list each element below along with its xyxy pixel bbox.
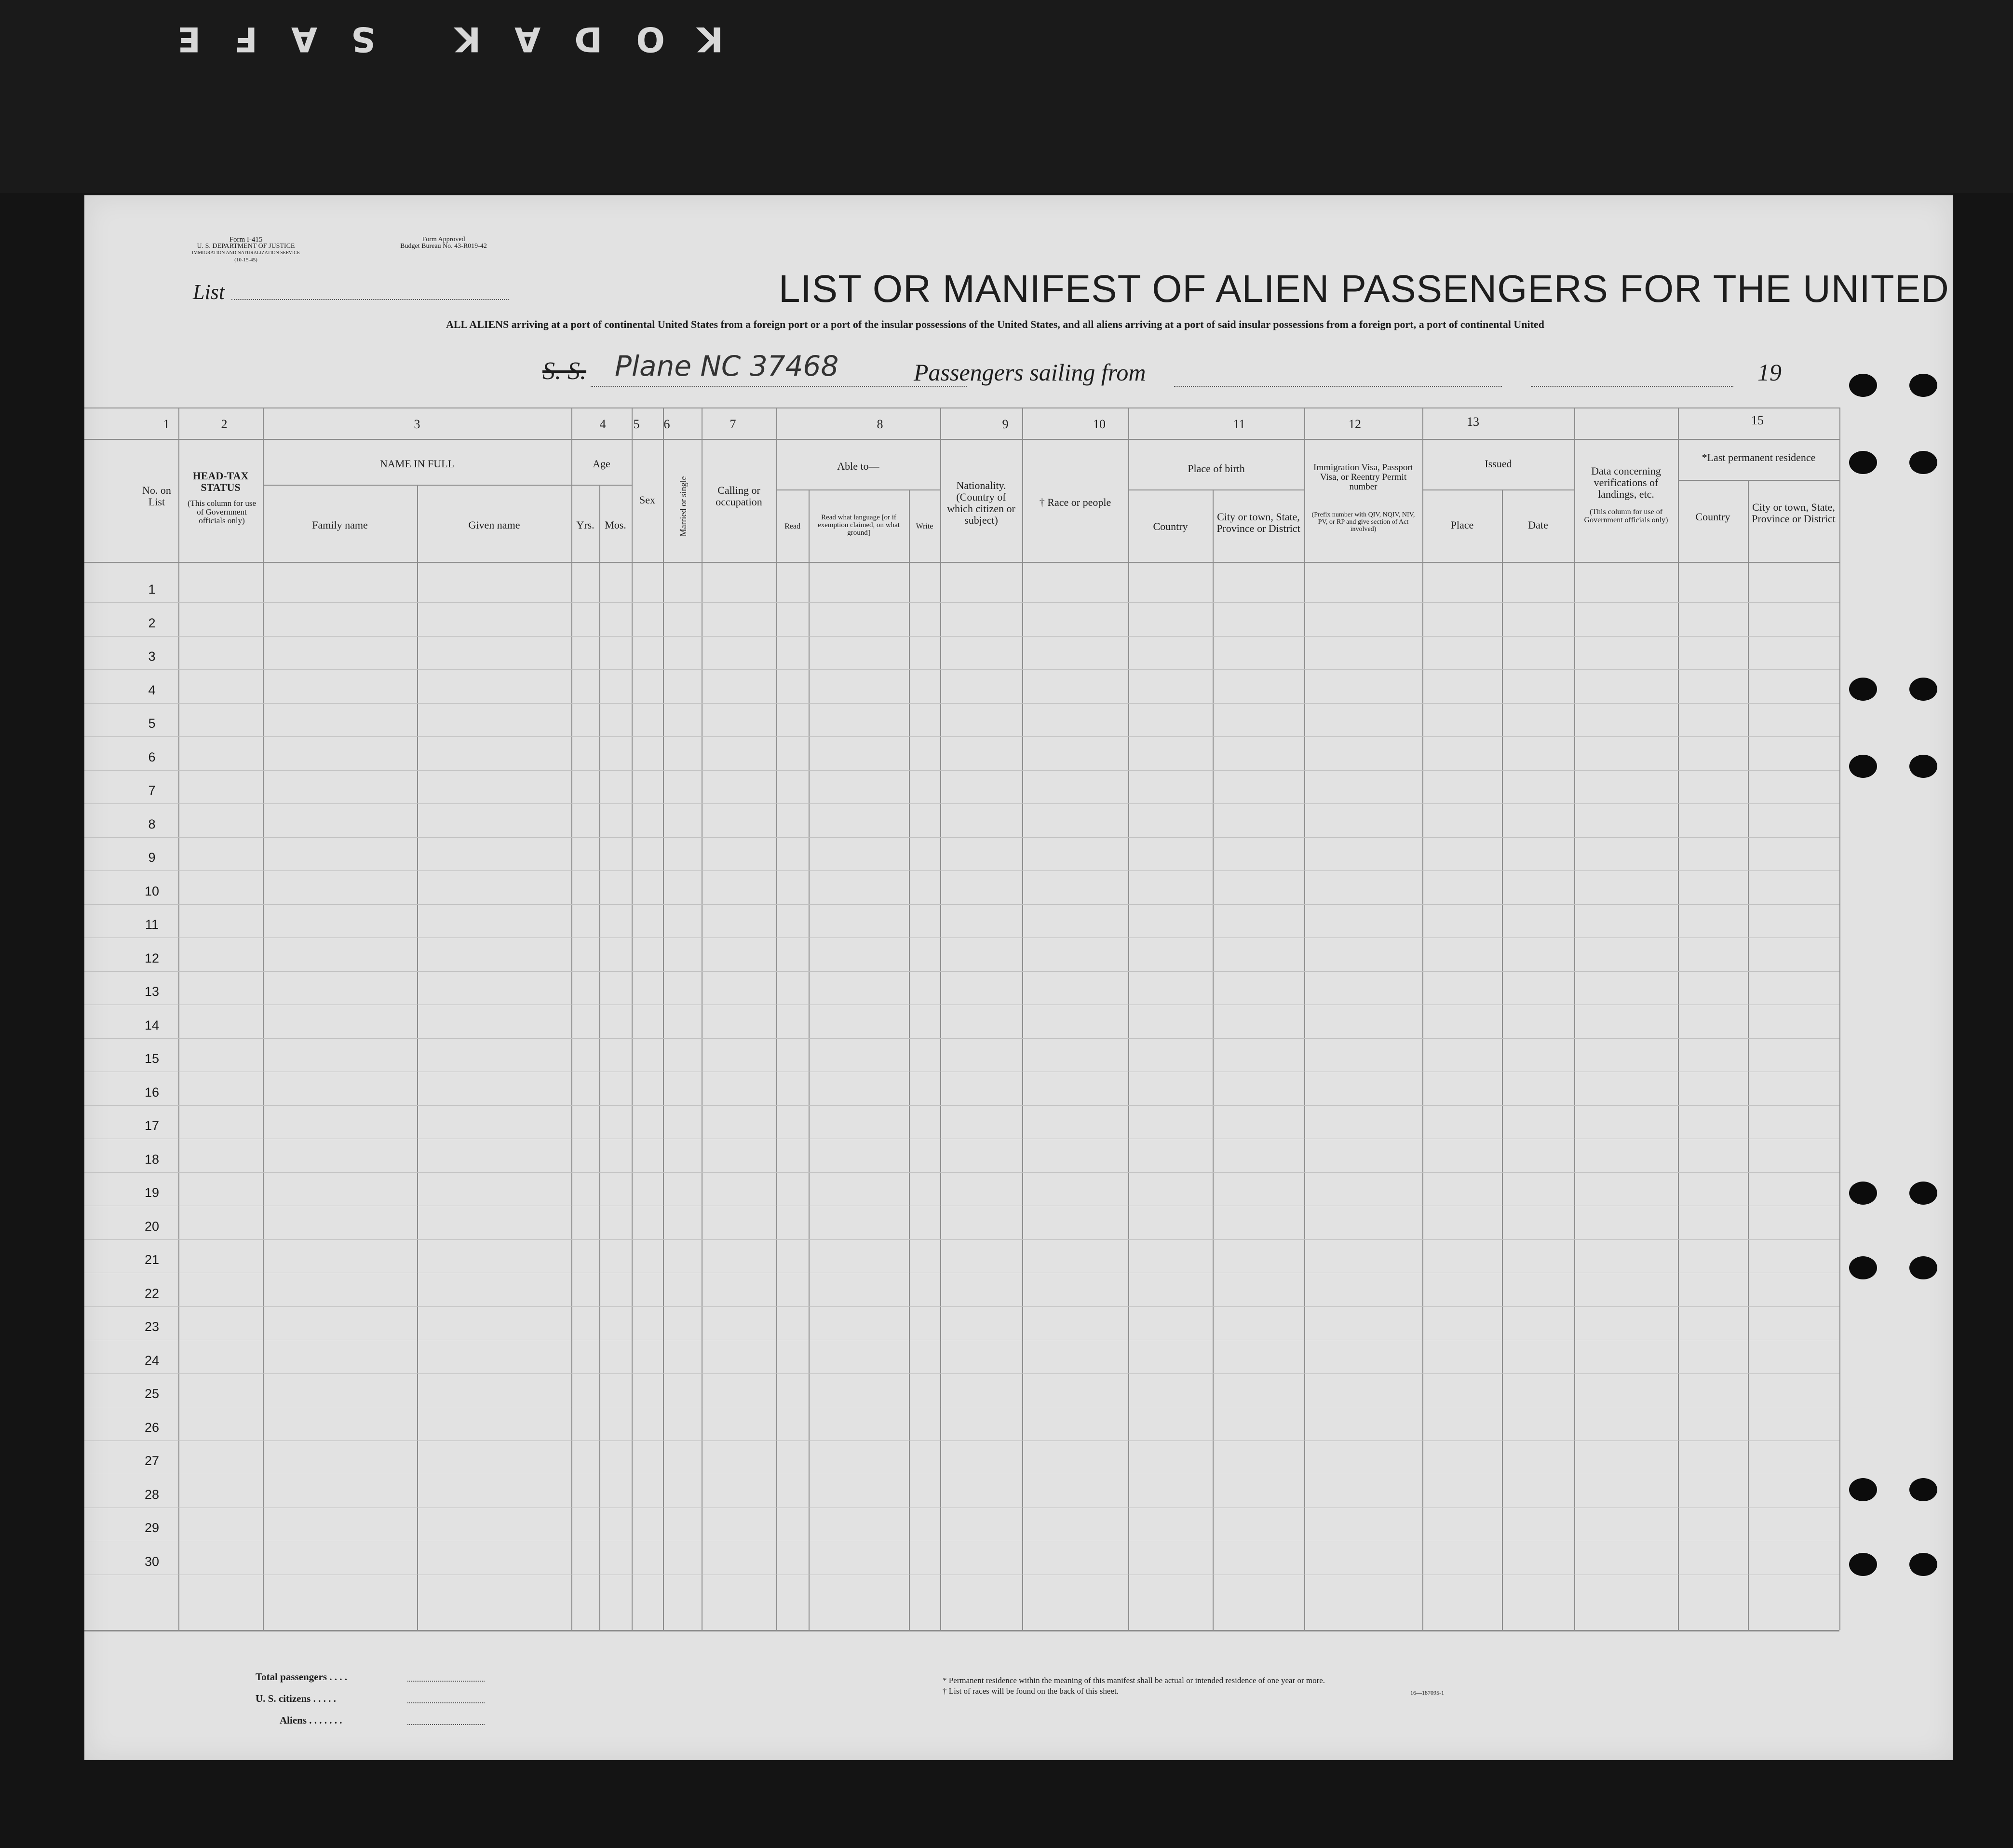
row-number: 25 [144, 1386, 160, 1401]
header-country: Country [1153, 520, 1188, 532]
col-divider [571, 408, 572, 1630]
table-header-border [84, 439, 1839, 440]
col-num: 10 [1093, 417, 1106, 431]
col-divider [1022, 408, 1023, 1630]
table-body-border [84, 562, 1839, 563]
header-read: Read [784, 522, 800, 530]
table-row[interactable] [84, 870, 1839, 871]
row-number: 2 [148, 615, 156, 630]
header-given-name: Given name [468, 519, 520, 531]
row-number: 19 [144, 1185, 160, 1200]
col-divider [940, 408, 941, 1630]
form-approval [374, 236, 513, 250]
aliens-label: Aliens . . . . . . . [280, 1714, 342, 1726]
row-number: 8 [148, 816, 156, 831]
col-divider [1574, 408, 1575, 1630]
row-number: 23 [144, 1319, 160, 1334]
punch-hole [1849, 1256, 1877, 1279]
header-married: Married or single [678, 476, 688, 537]
col-divider [1213, 489, 1214, 1630]
row-number: 24 [144, 1353, 160, 1368]
col-divider [1839, 408, 1840, 1630]
row-number: 30 [144, 1554, 160, 1569]
header-data-concerning: Data concerning verifications of landings, etc. [1591, 465, 1661, 500]
col-num: 15 [1751, 413, 1764, 427]
table-row[interactable] [84, 669, 1839, 670]
form-service: IMMIGRATION AND NATURALIZATION SERVICE [192, 250, 300, 256]
ss-label: S. S. [542, 357, 586, 385]
list-field[interactable] [231, 299, 509, 300]
row-number: 1 [148, 582, 156, 597]
footnote-races: † List of races will be found on the back of this sheet. [943, 1686, 1119, 1696]
header-city: City or town, State, Province or District [1216, 511, 1300, 534]
punch-hole [1909, 451, 1937, 474]
col-num: 6 [663, 417, 670, 431]
table-row[interactable] [84, 703, 1839, 704]
header-res-country: Country [1695, 511, 1730, 523]
table-row[interactable] [84, 736, 1839, 737]
col-divider [1304, 408, 1305, 1630]
punch-hole [1849, 1182, 1877, 1205]
col-divider [1422, 408, 1423, 1630]
table-row[interactable] [84, 636, 1839, 637]
punch-hole [1909, 1478, 1937, 1501]
col-divider [663, 408, 664, 1630]
page-title: LIST OR MANIFEST OF ALIEN PASSENGERS FOR THE UNITED [779, 267, 1949, 310]
header-calling: Calling or occupation [716, 484, 762, 508]
header-no-on-list: No. on List [142, 484, 171, 508]
table-bottom-border [84, 1630, 1839, 1631]
punch-hole [1849, 755, 1877, 778]
row-number: 29 [144, 1521, 160, 1535]
table-row[interactable] [84, 1440, 1839, 1441]
punch-hole [1849, 678, 1877, 701]
row-number: 21 [144, 1252, 160, 1267]
row-number: 11 [145, 917, 159, 932]
form-info [183, 236, 309, 263]
header-res-city: City or town, State, Province or District [1752, 501, 1836, 525]
header-visa-note: (Prefix number with QIV, NQIV, NIV, PV, or RP and give section of Act involved) [1311, 511, 1415, 533]
aliens-field[interactable] [407, 1724, 485, 1725]
year-prefix: 19 [1757, 359, 1782, 386]
row-number: 12 [144, 951, 160, 965]
total-passengers-field[interactable] [407, 1681, 485, 1682]
row-number: 7 [148, 783, 156, 798]
table-row[interactable] [84, 1373, 1839, 1374]
header-race: † Race or people [1039, 496, 1111, 508]
table-row[interactable] [84, 971, 1839, 972]
col-divider [809, 489, 810, 1630]
list-label: List [193, 280, 225, 304]
header-sex: Sex [639, 494, 655, 506]
form-approved: Form Approved [422, 236, 465, 243]
us-citizens-field[interactable] [407, 1702, 485, 1703]
ss-handwritten: Plane NC 37468 [615, 350, 839, 382]
manifest-page [84, 195, 1953, 1760]
row-number: 13 [144, 984, 160, 999]
col-divider [909, 489, 910, 1630]
punch-hole [1909, 374, 1937, 397]
header-yrs: Yrs. [576, 519, 594, 531]
header-read-language: Read what language [or if exemption claimed, on what ground] [818, 514, 900, 537]
subheader-line [1678, 480, 1839, 481]
col-num: 5 [633, 417, 640, 431]
sailing-field[interactable] [1174, 386, 1502, 387]
row-number: 9 [148, 850, 156, 865]
punch-hole [1909, 1553, 1937, 1576]
header-place-of-birth: Place of birth [1188, 462, 1245, 475]
punch-hole [1849, 1478, 1877, 1501]
punch-hole [1909, 1256, 1937, 1279]
row-number: 17 [144, 1118, 160, 1133]
col-divider [702, 408, 703, 1630]
film-edge-text: KODAK SAFE [144, 19, 723, 59]
sailing-label: Passengers sailing from [914, 359, 1146, 386]
header-last-residence: *Last permanent residence [1702, 451, 1816, 463]
col-num: 13 [1467, 415, 1479, 429]
footnote-residence: * Permanent residence within the meaning of this manifest shall be actual or intended residence of one year or more. [943, 1676, 1325, 1685]
row-number: 18 [144, 1152, 160, 1167]
header-name-in-full: NAME IN FULL [380, 458, 454, 470]
form-date: (10-15-45) [234, 257, 257, 263]
table-row[interactable] [84, 1038, 1839, 1039]
header-visa: Immigration Visa, Passport Visa, or Reentry Permit number [1313, 462, 1413, 492]
punch-hole [1909, 1182, 1937, 1205]
row-number: 27 [144, 1454, 160, 1468]
header-date: Date [1528, 519, 1548, 531]
col-num: 1 [163, 417, 170, 431]
subheader-line [1128, 489, 1304, 490]
header-able-to: Able to— [837, 460, 879, 472]
col-divider [599, 485, 600, 1630]
col-num: 12 [1349, 417, 1361, 431]
col-divider [417, 485, 418, 1630]
col-divider [1128, 408, 1129, 1630]
row-number: 16 [144, 1085, 160, 1100]
row-number: 4 [148, 682, 156, 697]
header-place: Place [1450, 519, 1474, 531]
subheader-line [263, 485, 571, 486]
col-divider [632, 408, 633, 1630]
row-number: 6 [148, 749, 156, 764]
header-head-tax: HEAD-TAX STATUS [192, 470, 249, 493]
film-edge [0, 0, 2013, 193]
header-family-name: Family name [312, 519, 368, 531]
punch-hole [1849, 1553, 1877, 1576]
col-num: 2 [221, 417, 228, 431]
subheader-line [776, 489, 940, 490]
punch-hole [1849, 374, 1877, 397]
row-number: 15 [144, 1051, 160, 1066]
col-num: 3 [414, 417, 420, 431]
table-row[interactable] [84, 904, 1839, 905]
budget-number: Budget Bureau No. 43-R019-42 [400, 243, 487, 250]
row-number: 3 [148, 649, 156, 664]
header-mos: Mos. [605, 519, 626, 531]
row-number: 14 [144, 1018, 160, 1033]
ss-field[interactable] [591, 386, 967, 387]
punch-hole [1909, 678, 1937, 701]
row-number: 10 [144, 883, 160, 898]
col-num: 4 [599, 417, 606, 431]
table-row[interactable] [84, 1105, 1839, 1106]
form-number: Form I-415 [229, 236, 263, 244]
row-number: 20 [144, 1219, 160, 1234]
col-divider [1748, 480, 1749, 1630]
table-row[interactable] [84, 1306, 1839, 1307]
table-row[interactable] [84, 837, 1839, 838]
form-dept: U. S. DEPARTMENT OF JUSTICE [197, 243, 295, 250]
row-number: 5 [148, 716, 156, 731]
punch-hole [1909, 755, 1937, 778]
header-head-tax-note: (This column for use of Government officials only) [187, 499, 257, 525]
row-number: 26 [144, 1420, 160, 1435]
table-row[interactable] [84, 1239, 1839, 1240]
date-field[interactable] [1531, 386, 1733, 387]
table-row[interactable] [84, 803, 1839, 804]
col-num: 7 [730, 417, 736, 431]
total-passengers-label: Total passengers . . . . [256, 1671, 347, 1683]
col-num: 8 [877, 417, 883, 431]
table-row[interactable] [84, 770, 1839, 771]
page-subtitle: ALL ALIENS arriving at a port of continental United States from a foreign port or a port of the insular possessions of the United States, and all aliens arriving at a port of said insular possessions from a foreign port, a port of continental United [446, 318, 1544, 330]
subheader-line [571, 485, 632, 486]
row-number: 28 [144, 1487, 160, 1502]
col-num: 11 [1233, 417, 1245, 431]
col-divider [1502, 489, 1503, 1630]
header-issued: Issued [1485, 458, 1512, 470]
header-nationality: Nationality. (Country of which citizen or subject) [947, 479, 1015, 526]
col-divider [1678, 408, 1679, 1630]
col-num: 9 [1002, 417, 1009, 431]
header-age: Age [593, 458, 610, 470]
header-write: Write [916, 522, 933, 530]
col-divider [776, 408, 777, 1630]
col-divider [263, 408, 264, 1630]
subheader-line [1422, 489, 1574, 490]
header-data-note: (This column for use of Government officials only) [1584, 508, 1668, 524]
punch-hole [1849, 451, 1877, 474]
table-row[interactable] [84, 1172, 1839, 1173]
table-row[interactable] [84, 602, 1839, 603]
row-number: 22 [144, 1286, 160, 1301]
us-citizens-label: U. S. citizens . . . . . [256, 1693, 336, 1704]
form-code: 16—187095-1 [1410, 1689, 1444, 1696]
